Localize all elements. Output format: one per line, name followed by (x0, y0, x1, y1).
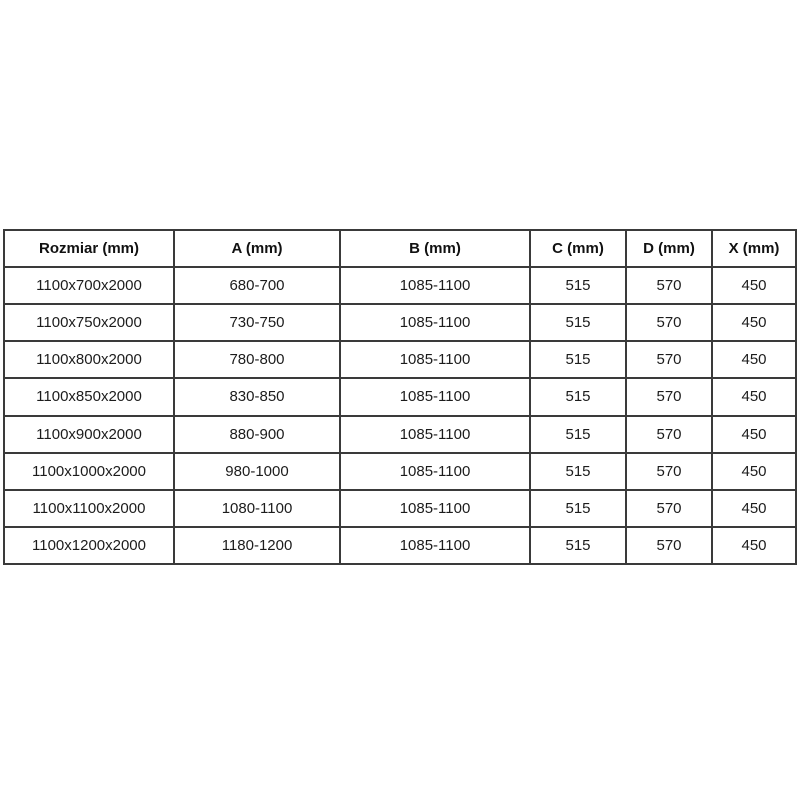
table-cell: 730-750 (174, 304, 340, 341)
table-row (4, 416, 796, 453)
table-cell: 570 (626, 378, 712, 415)
table-row (4, 341, 796, 378)
table-cell: 1100x700x2000 (4, 267, 174, 304)
table-cell: 450 (712, 378, 796, 415)
table-cell: 515 (530, 341, 626, 378)
table-cell: 570 (626, 341, 712, 378)
table-cell: 1100x1000x2000 (4, 453, 174, 490)
table-cell: 1180-1200 (174, 527, 340, 564)
table-cell: 880-900 (174, 416, 340, 453)
table-body (4, 267, 796, 564)
table-row (4, 453, 796, 490)
table-cell: 570 (626, 453, 712, 490)
table-cell: 1080-1100 (174, 490, 340, 527)
table-cell: 1100x1100x2000 (4, 490, 174, 527)
table-cell: 1085-1100 (340, 341, 530, 378)
table-cell: 1085-1100 (340, 527, 530, 564)
table-cell: 450 (712, 341, 796, 378)
table-cell: 450 (712, 527, 796, 564)
table-cell: 570 (626, 304, 712, 341)
table-cell: 980-1000 (174, 453, 340, 490)
table-cell: 1085-1100 (340, 416, 530, 453)
table-cell: 515 (530, 267, 626, 304)
table-cell: 780-800 (174, 341, 340, 378)
column-header: D (mm) (626, 230, 712, 267)
dimensions-spec-table (3, 229, 797, 565)
table-cell: 1100x800x2000 (4, 341, 174, 378)
table-cell: 1100x750x2000 (4, 304, 174, 341)
table-cell: 1085-1100 (340, 490, 530, 527)
table-cell: 1085-1100 (340, 267, 530, 304)
table-cell: 450 (712, 267, 796, 304)
table-row (4, 304, 796, 341)
table-cell: 830-850 (174, 378, 340, 415)
column-header: Rozmiar (mm) (4, 230, 174, 267)
table-row (4, 267, 796, 304)
table-cell: 1085-1100 (340, 453, 530, 490)
table-head (4, 230, 796, 267)
table-row (4, 527, 796, 564)
table-row (4, 490, 796, 527)
table-cell: 450 (712, 304, 796, 341)
column-header: B (mm) (340, 230, 530, 267)
table-cell: 1100x900x2000 (4, 416, 174, 453)
table-cell: 450 (712, 416, 796, 453)
table-cell: 515 (530, 378, 626, 415)
table-cell: 515 (530, 453, 626, 490)
table-cell: 1100x850x2000 (4, 378, 174, 415)
column-header: A (mm) (174, 230, 340, 267)
table-cell: 515 (530, 527, 626, 564)
header-row (4, 230, 796, 267)
table-cell: 1085-1100 (340, 304, 530, 341)
table-cell: 515 (530, 416, 626, 453)
column-header: X (mm) (712, 230, 796, 267)
table-cell: 515 (530, 490, 626, 527)
column-header: C (mm) (530, 230, 626, 267)
table-cell: 680-700 (174, 267, 340, 304)
table-cell: 570 (626, 527, 712, 564)
table-cell: 570 (626, 267, 712, 304)
table-cell: 450 (712, 453, 796, 490)
table-cell: 1100x1200x2000 (4, 527, 174, 564)
table-cell: 515 (530, 304, 626, 341)
table-cell: 570 (626, 416, 712, 453)
table-row (4, 378, 796, 415)
table-cell: 570 (626, 490, 712, 527)
table-cell: 450 (712, 490, 796, 527)
table-cell: 1085-1100 (340, 378, 530, 415)
